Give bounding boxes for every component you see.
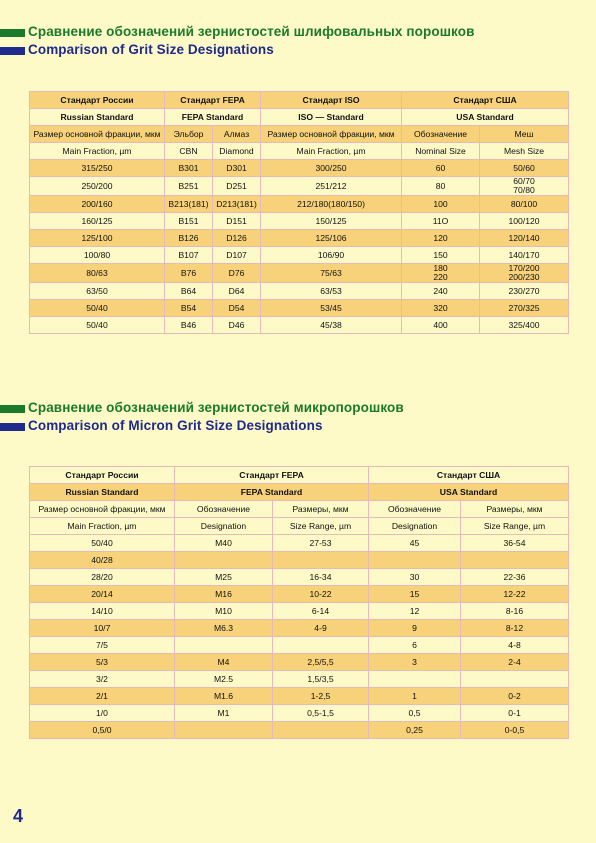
table-cell: 0-1 xyxy=(461,705,569,722)
table-cell: 0,5/0 xyxy=(30,722,175,739)
table-cell: 9 xyxy=(369,620,461,637)
table-cell: D76 xyxy=(213,264,261,283)
table-row xyxy=(30,603,569,620)
table-cell: 250/200 xyxy=(30,177,165,196)
table-cell: D151 xyxy=(213,213,261,230)
table-cell xyxy=(369,552,461,569)
table1-h3-col1: Размер основной фракции, мкм xyxy=(30,126,165,143)
table2-h2-russia: Russian Standard xyxy=(30,484,175,501)
table-cell: D64 xyxy=(213,283,261,300)
table-row xyxy=(30,552,569,569)
table-row xyxy=(30,705,569,722)
table-cell: B301 xyxy=(165,160,213,177)
table-row xyxy=(30,569,569,586)
table-cell: 0,5-1,5 xyxy=(273,705,369,722)
table2-h1-usa: Стандарт США xyxy=(369,467,569,484)
table-row xyxy=(30,586,569,603)
table-cell: 10-22 xyxy=(273,586,369,603)
table-cell: 8-16 xyxy=(461,603,569,620)
table2-h3-col4: Обозначение xyxy=(369,501,461,518)
table2-h2-fepa: FEPA Standard xyxy=(175,484,369,501)
table-cell: B64 xyxy=(165,283,213,300)
table-cell: 100/120 xyxy=(480,213,569,230)
table-cell: 1/0 xyxy=(30,705,175,722)
table2-h4-col1: Main Fraction, µm xyxy=(30,518,175,535)
table1-h4-col4: Main Fraction, µm xyxy=(261,143,402,160)
table-cell: D213(181) xyxy=(213,196,261,213)
table-cell: 14/10 xyxy=(30,603,175,620)
table-cell: 3 xyxy=(369,654,461,671)
table-row xyxy=(30,671,569,688)
table2-header-row4 xyxy=(30,518,569,535)
table1-header-row2 xyxy=(30,109,569,126)
table-cell: 28/20 xyxy=(30,569,175,586)
table-cell: 50/60 xyxy=(480,160,569,177)
table-cell: 150/125 xyxy=(261,213,402,230)
table-cell: 10/7 xyxy=(30,620,175,637)
table-cell xyxy=(273,637,369,654)
table-cell xyxy=(461,552,569,569)
table-cell: 150 xyxy=(402,247,480,264)
table1-header-row3 xyxy=(30,126,569,143)
table-cell: 40/28 xyxy=(30,552,175,569)
table1-h2-usa: USA Standard xyxy=(402,109,569,126)
table-cell: 120/140 xyxy=(480,230,569,247)
table-cell: 200/160 xyxy=(30,196,165,213)
table-cell: 3/2 xyxy=(30,671,175,688)
table-cell xyxy=(175,637,273,654)
table-cell: B151 xyxy=(165,213,213,230)
table-cell: 60 xyxy=(402,160,480,177)
table-cell: 45/38 xyxy=(261,317,402,334)
table-cell: 125/106 xyxy=(261,230,402,247)
table-cell: 50/40 xyxy=(30,317,165,334)
table-cell: 100/80 xyxy=(30,247,165,264)
table-cell: M6.3 xyxy=(175,620,273,637)
blue-bar-icon xyxy=(0,423,25,431)
section1-title-en: Comparison of Grit Size Designations xyxy=(28,42,274,57)
table1-h4-col1: Main Fraction, µm xyxy=(30,143,165,160)
grit-size-table xyxy=(29,91,569,334)
table1-h3-col5: Обозначение xyxy=(402,126,480,143)
table-cell: 400 xyxy=(402,317,480,334)
table-row xyxy=(30,637,569,654)
table2-header-row3 xyxy=(30,501,569,518)
table-row xyxy=(30,317,569,334)
table-cell: 16-34 xyxy=(273,569,369,586)
table1-h4-col6: Mesh Size xyxy=(480,143,569,160)
green-bar-icon xyxy=(0,405,25,413)
table-cell: 15 xyxy=(369,586,461,603)
table1-h4-col3: Diamond xyxy=(213,143,261,160)
table-cell: 1-2,5 xyxy=(273,688,369,705)
table-cell: 8-12 xyxy=(461,620,569,637)
table-cell: B54 xyxy=(165,300,213,317)
table-row xyxy=(30,688,569,705)
table-cell: 125/100 xyxy=(30,230,165,247)
table2-header-row1 xyxy=(30,467,569,484)
table2-header-row2 xyxy=(30,484,569,501)
table-cell: M2.5 xyxy=(175,671,273,688)
table-row xyxy=(30,283,569,300)
table1-h2-iso: ISO — Standard xyxy=(261,109,402,126)
table-row xyxy=(30,230,569,247)
table-cell: 80/100 xyxy=(480,196,569,213)
table-cell: 7/5 xyxy=(30,637,175,654)
table-cell: 170/200 200/230 xyxy=(480,264,569,283)
table-cell: 251/212 xyxy=(261,177,402,196)
table-cell: 12-22 xyxy=(461,586,569,603)
table-cell: 11O xyxy=(402,213,480,230)
table-cell xyxy=(273,552,369,569)
table2-h3-col1: Размер основной фракции, мкм xyxy=(30,501,175,518)
table-cell: M16 xyxy=(175,586,273,603)
table1-h4-col5: Nominal Size xyxy=(402,143,480,160)
table-cell: 30 xyxy=(369,569,461,586)
table2-h2-usa: USA Standard xyxy=(369,484,569,501)
table-cell: 53/45 xyxy=(261,300,402,317)
table-row xyxy=(30,177,569,196)
table-cell: B46 xyxy=(165,317,213,334)
table-cell: 320 xyxy=(402,300,480,317)
section2-title-en: Comparison of Micron Grit Size Designations xyxy=(28,418,323,433)
table1-h1-iso: Стандарт ISO xyxy=(261,92,402,109)
table-cell: 212/180(180/150) xyxy=(261,196,402,213)
table2-h4-col3: Size Range, µm xyxy=(273,518,369,535)
table2-h4-col5: Size Range, µm xyxy=(461,518,569,535)
table2-h4-col4: Designation xyxy=(369,518,461,535)
table-cell: 300/250 xyxy=(261,160,402,177)
table-row xyxy=(30,535,569,552)
table-cell: 22-36 xyxy=(461,569,569,586)
table-cell: M25 xyxy=(175,569,273,586)
table-cell: 6 xyxy=(369,637,461,654)
table-cell: 80 xyxy=(402,177,480,196)
table-cell: 0-0,5 xyxy=(461,722,569,739)
table-cell: 100 xyxy=(402,196,480,213)
table-cell: 1,5/3,5 xyxy=(273,671,369,688)
table-row xyxy=(30,654,569,671)
table1-h2-fepa: FEPA Standard xyxy=(165,109,261,126)
table-row xyxy=(30,247,569,264)
table-cell: B213(181) xyxy=(165,196,213,213)
table-cell: D54 xyxy=(213,300,261,317)
table1-h4-col2: CBN xyxy=(165,143,213,160)
table-row xyxy=(30,620,569,637)
table2-h3-col2: Обозначение xyxy=(175,501,273,518)
table-row xyxy=(30,300,569,317)
section1-title-ru: Сравнение обозначений зернистостей шлифовальных порошков xyxy=(28,24,475,39)
section1-header xyxy=(0,24,596,60)
table-cell: 270/325 xyxy=(480,300,569,317)
table-cell: 12 xyxy=(369,603,461,620)
table-cell: 50/40 xyxy=(30,535,175,552)
table1-h1-usa: Стандарт США xyxy=(402,92,569,109)
table1-header-row1 xyxy=(30,92,569,109)
table-cell: B107 xyxy=(165,247,213,264)
table-cell: D301 xyxy=(213,160,261,177)
table-cell: B251 xyxy=(165,177,213,196)
table-cell: M1 xyxy=(175,705,273,722)
table1-h3-col4: Размер основной фракции, мкм xyxy=(261,126,402,143)
table-cell: 106/90 xyxy=(261,247,402,264)
table-cell: D107 xyxy=(213,247,261,264)
table-cell: M10 xyxy=(175,603,273,620)
table-cell: 27-53 xyxy=(273,535,369,552)
table-cell: B126 xyxy=(165,230,213,247)
table2-h1-russia: Стандарт России xyxy=(30,467,175,484)
table-cell: 36-54 xyxy=(461,535,569,552)
table-cell: 160/125 xyxy=(30,213,165,230)
table-cell: 4-9 xyxy=(273,620,369,637)
table-cell: 63/53 xyxy=(261,283,402,300)
table-cell: 75/63 xyxy=(261,264,402,283)
table-cell: 240 xyxy=(402,283,480,300)
table-cell: 4-8 xyxy=(461,637,569,654)
table-row xyxy=(30,196,569,213)
table-cell: D46 xyxy=(213,317,261,334)
table-cell: 315/250 xyxy=(30,160,165,177)
page-number: 4 xyxy=(13,806,24,826)
table-cell: 45 xyxy=(369,535,461,552)
table2-h3-col3: Размеры, мкм xyxy=(273,501,369,518)
table-row xyxy=(30,160,569,177)
green-bar-icon xyxy=(0,29,25,37)
table1-h3-col3: Алмаз xyxy=(213,126,261,143)
table-cell: 6-14 xyxy=(273,603,369,620)
blue-bar-icon xyxy=(0,47,25,55)
table-cell xyxy=(175,552,273,569)
table-cell: 2,5/5,5 xyxy=(273,654,369,671)
table1-header-row4 xyxy=(30,143,569,160)
table1-h3-col2: Эльбор xyxy=(165,126,213,143)
table1-h3-col6: Меш xyxy=(480,126,569,143)
table2-h1-fepa: Стандарт FEPA xyxy=(175,467,369,484)
table-cell: 0,25 xyxy=(369,722,461,739)
table-cell xyxy=(369,671,461,688)
table-cell: 80/63 xyxy=(30,264,165,283)
table-cell: 1 xyxy=(369,688,461,705)
table-cell xyxy=(175,722,273,739)
table-cell: 2-4 xyxy=(461,654,569,671)
micron-grit-table xyxy=(29,466,569,739)
table-cell: M1.6 xyxy=(175,688,273,705)
section2-header xyxy=(0,400,596,436)
table-cell: 180 220 xyxy=(402,264,480,283)
table-cell: 63/50 xyxy=(30,283,165,300)
table-row xyxy=(30,722,569,739)
table-cell: 60/70 70/80 xyxy=(480,177,569,196)
table-cell: 2/1 xyxy=(30,688,175,705)
table1-h1-russia: Стандарт России xyxy=(30,92,165,109)
table-cell: 140/170 xyxy=(480,247,569,264)
table-row xyxy=(30,213,569,230)
table-cell: M4 xyxy=(175,654,273,671)
table-cell: 50/40 xyxy=(30,300,165,317)
table-cell: M40 xyxy=(175,535,273,552)
table2-h4-col2: Designation xyxy=(175,518,273,535)
table1-h2-russia: Russian Standard xyxy=(30,109,165,126)
table2-h3-col5: Размеры, мкм xyxy=(461,501,569,518)
table-cell: 120 xyxy=(402,230,480,247)
table-cell: 5/3 xyxy=(30,654,175,671)
table-cell: B76 xyxy=(165,264,213,283)
table-cell: 0,5 xyxy=(369,705,461,722)
table-cell xyxy=(461,671,569,688)
table-cell: 230/270 xyxy=(480,283,569,300)
table-cell: D251 xyxy=(213,177,261,196)
table-row xyxy=(30,264,569,283)
table1-h1-fepa: Стандарт FEPA xyxy=(165,92,261,109)
table-cell: 0-2 xyxy=(461,688,569,705)
table-cell: D126 xyxy=(213,230,261,247)
table-cell xyxy=(273,722,369,739)
table-cell: 325/400 xyxy=(480,317,569,334)
table-cell: 20/14 xyxy=(30,586,175,603)
section2-title-ru: Сравнение обозначений зернистостей микропорошков xyxy=(28,400,404,415)
